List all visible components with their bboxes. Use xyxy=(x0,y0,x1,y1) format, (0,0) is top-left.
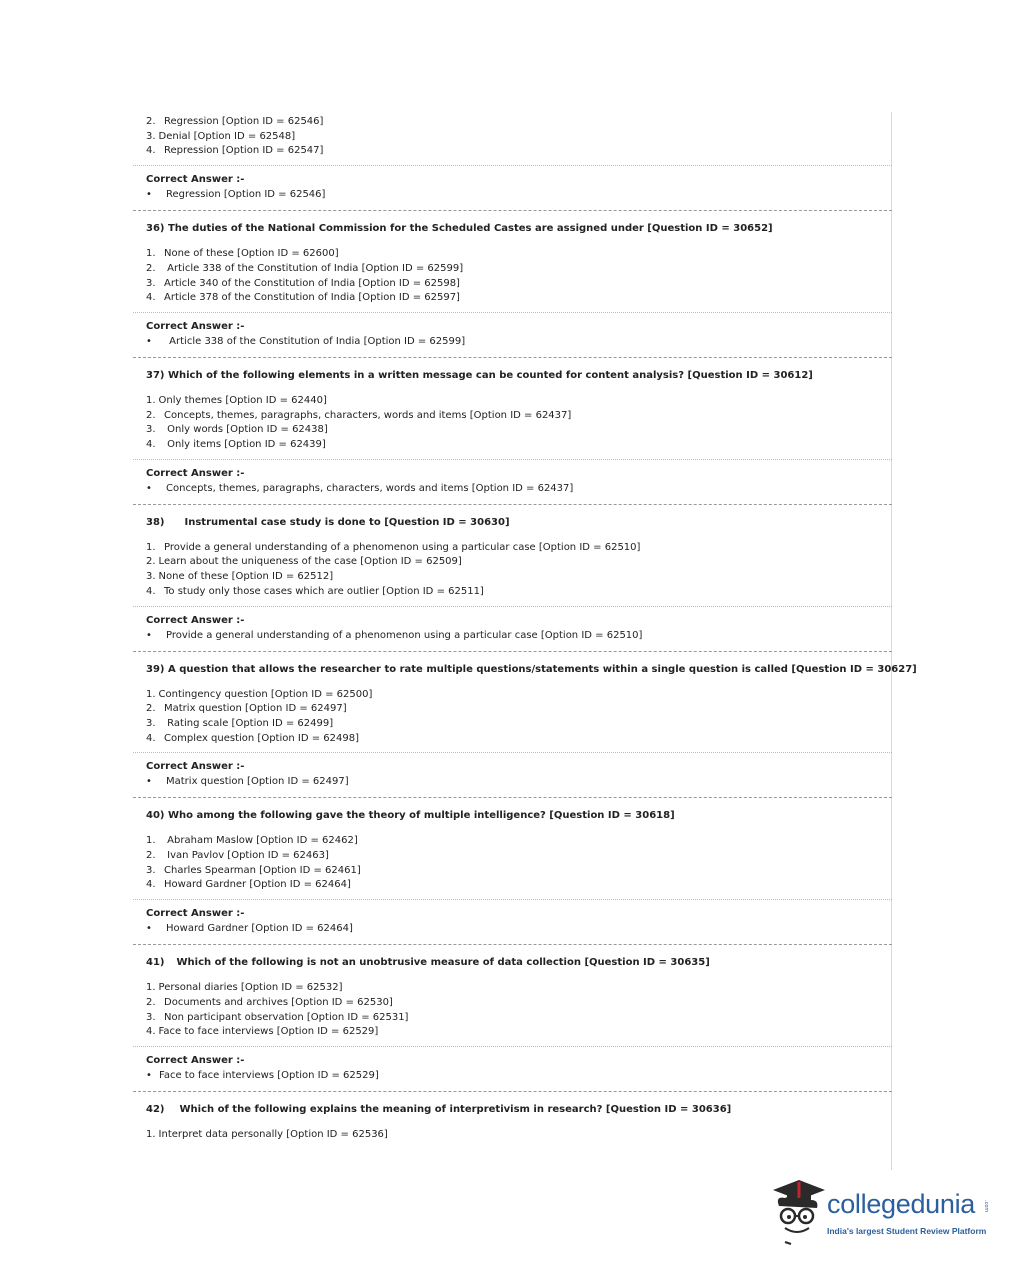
brand-name: collegedunia xyxy=(827,1189,976,1219)
options-list xyxy=(133,392,892,459)
correct-answer xyxy=(133,607,892,651)
option-item: 2. Documents and archives [Option ID = 62530] xyxy=(146,996,393,1008)
option-item: 4. Article 378 of the Constitution of India [Option ID = 62597] xyxy=(146,292,460,304)
correct-answer-text: • Matrix question [Option ID = 62497] xyxy=(146,776,349,788)
options-list xyxy=(133,686,892,753)
brand-domain-suffix: .com xyxy=(983,1200,989,1213)
option-item: 2. Learn about the uniqueness of the case [Option ID = 62509] xyxy=(146,556,462,568)
correct-answer xyxy=(133,166,892,210)
correct-answer-label: Correct Answer :- xyxy=(146,1054,245,1066)
correct-answer-label: Correct Answer :- xyxy=(146,761,245,773)
question-sheet xyxy=(133,112,917,1149)
option-item: 1. Provide a general understanding of a phenomenon using a particular case [Option ID = 62510] xyxy=(146,541,641,553)
question-heading: 36) The duties of the National Commission for the Scheduled Castes are assigned under [Question ID = 30652] xyxy=(146,223,773,235)
option-item: 4. Howard Gardner [Option ID = 62464] xyxy=(146,879,351,891)
option-item: 1. Interpret data personally [Option ID = 62536] xyxy=(146,1128,388,1140)
question-heading xyxy=(133,1092,892,1126)
options-list xyxy=(133,979,892,1046)
option-item: 1. Abraham Maslow [Option ID = 62462] xyxy=(146,835,358,847)
option-item: 3. Charles Spearman [Option ID = 62461] xyxy=(146,864,361,876)
question-heading: 40) Who among the following gave the theory of multiple intelligence? [Question ID = 30618] xyxy=(146,810,675,822)
option-item: 2. Ivan Pavlov [Option ID = 62463] xyxy=(146,850,329,862)
correct-answer xyxy=(133,900,892,944)
correct-answer-label: Correct Answer :- xyxy=(146,174,245,186)
option-item: 2. Article 338 of the Constitution of India [Option ID = 62599] xyxy=(146,262,464,274)
option-item: 1. Contingency question [Option ID = 62500] xyxy=(146,688,373,700)
question-heading xyxy=(133,505,892,539)
question-heading xyxy=(133,945,892,979)
option-item: 4. Complex question [Option ID = 62498] xyxy=(146,732,359,744)
option-item: 3. Article 340 of the Constitution of India [Option ID = 62598] xyxy=(146,277,460,289)
question-text: Instrumental case study is done to [Question ID = 30630] xyxy=(184,516,510,528)
question-number: 41) xyxy=(146,957,165,969)
correct-answer xyxy=(133,313,892,357)
correct-answer xyxy=(133,460,892,504)
correct-answer xyxy=(133,753,892,797)
correct-answer-label: Correct Answer :- xyxy=(146,908,245,920)
correct-answer-label: Correct Answer :- xyxy=(146,320,245,332)
correct-answer-text: • Provide a general understanding of a phenomenon using a particular case [Option ID = 62510] xyxy=(146,629,643,641)
option-item: 2. Regression [Option ID = 62546] xyxy=(146,116,324,127)
question-heading: 39) A question that allows the researcher to rate multiple questions/statements within a single question is called [Question ID = 30627] xyxy=(146,663,917,675)
options-list xyxy=(133,832,892,899)
option-item: 3. Only words [Option ID = 62438] xyxy=(146,424,328,436)
option-item: 1. Personal diaries [Option ID = 62532] xyxy=(146,982,343,994)
options-list xyxy=(133,1126,892,1149)
correct-answer-label: Correct Answer :- xyxy=(146,467,245,479)
correct-answer-text: • Concepts, themes, paragraphs, characters, words and items [Option ID = 62437] xyxy=(146,482,574,494)
brand-tagline: India's largest Student Review Platform xyxy=(827,1226,987,1236)
option-item: 3. Denial [Option ID = 62548] xyxy=(146,130,296,142)
option-item: 3. None of these [Option ID = 62512] xyxy=(146,571,334,583)
question-text: Which of the following is not an unobtrusive measure of data collection [Question ID = 30635] xyxy=(176,957,710,969)
option-item: 2. Matrix question [Option ID = 62497] xyxy=(146,703,347,715)
option-item: 3. Non participant observation [Option ID = 62531] xyxy=(146,1011,409,1023)
options-list xyxy=(133,112,892,165)
option-item: 4. Face to face interviews [Option ID = 62529] xyxy=(146,1026,379,1038)
correct-answer-text: • Regression [Option ID = 62546] xyxy=(146,189,326,201)
correct-answer-label: Correct Answer :- xyxy=(146,614,245,626)
option-item: 4. To study only those cases which are outlier [Option ID = 62511] xyxy=(146,585,484,597)
option-item: 1. None of these [Option ID = 62600] xyxy=(146,248,339,260)
option-item: 2. Concepts, themes, paragraphs, characters, words and items [Option ID = 62437] xyxy=(146,409,572,421)
question-text: Which of the following explains the meaning of interpretivism in research? [Question ID = 30636] xyxy=(179,1103,732,1115)
correct-answer-text: • Face to face interviews [Option ID = 62529] xyxy=(146,1069,379,1081)
mascot-icon xyxy=(765,1176,827,1248)
option-item: 4. Only items [Option ID = 62439] xyxy=(146,439,326,451)
question-heading: 37) Which of the following elements in a written message can be counted for content analysis? [Question ID = 30612] xyxy=(146,369,813,381)
collegedunia-logo xyxy=(765,1176,995,1256)
correct-answer-text: • Article 338 of the Constitution of India [Option ID = 62599] xyxy=(146,335,466,347)
options-list xyxy=(133,539,892,606)
options-list xyxy=(133,245,892,312)
question-number: 38) xyxy=(146,516,165,528)
option-item: 3. Rating scale [Option ID = 62499] xyxy=(146,717,334,729)
correct-answer xyxy=(133,1047,892,1091)
option-item: 4. Repression [Option ID = 62547] xyxy=(146,145,324,157)
question-number: 42) xyxy=(146,1103,165,1115)
option-item: 1. Only themes [Option ID = 62440] xyxy=(146,394,327,406)
correct-answer-text: • Howard Gardner [Option ID = 62464] xyxy=(146,923,353,935)
